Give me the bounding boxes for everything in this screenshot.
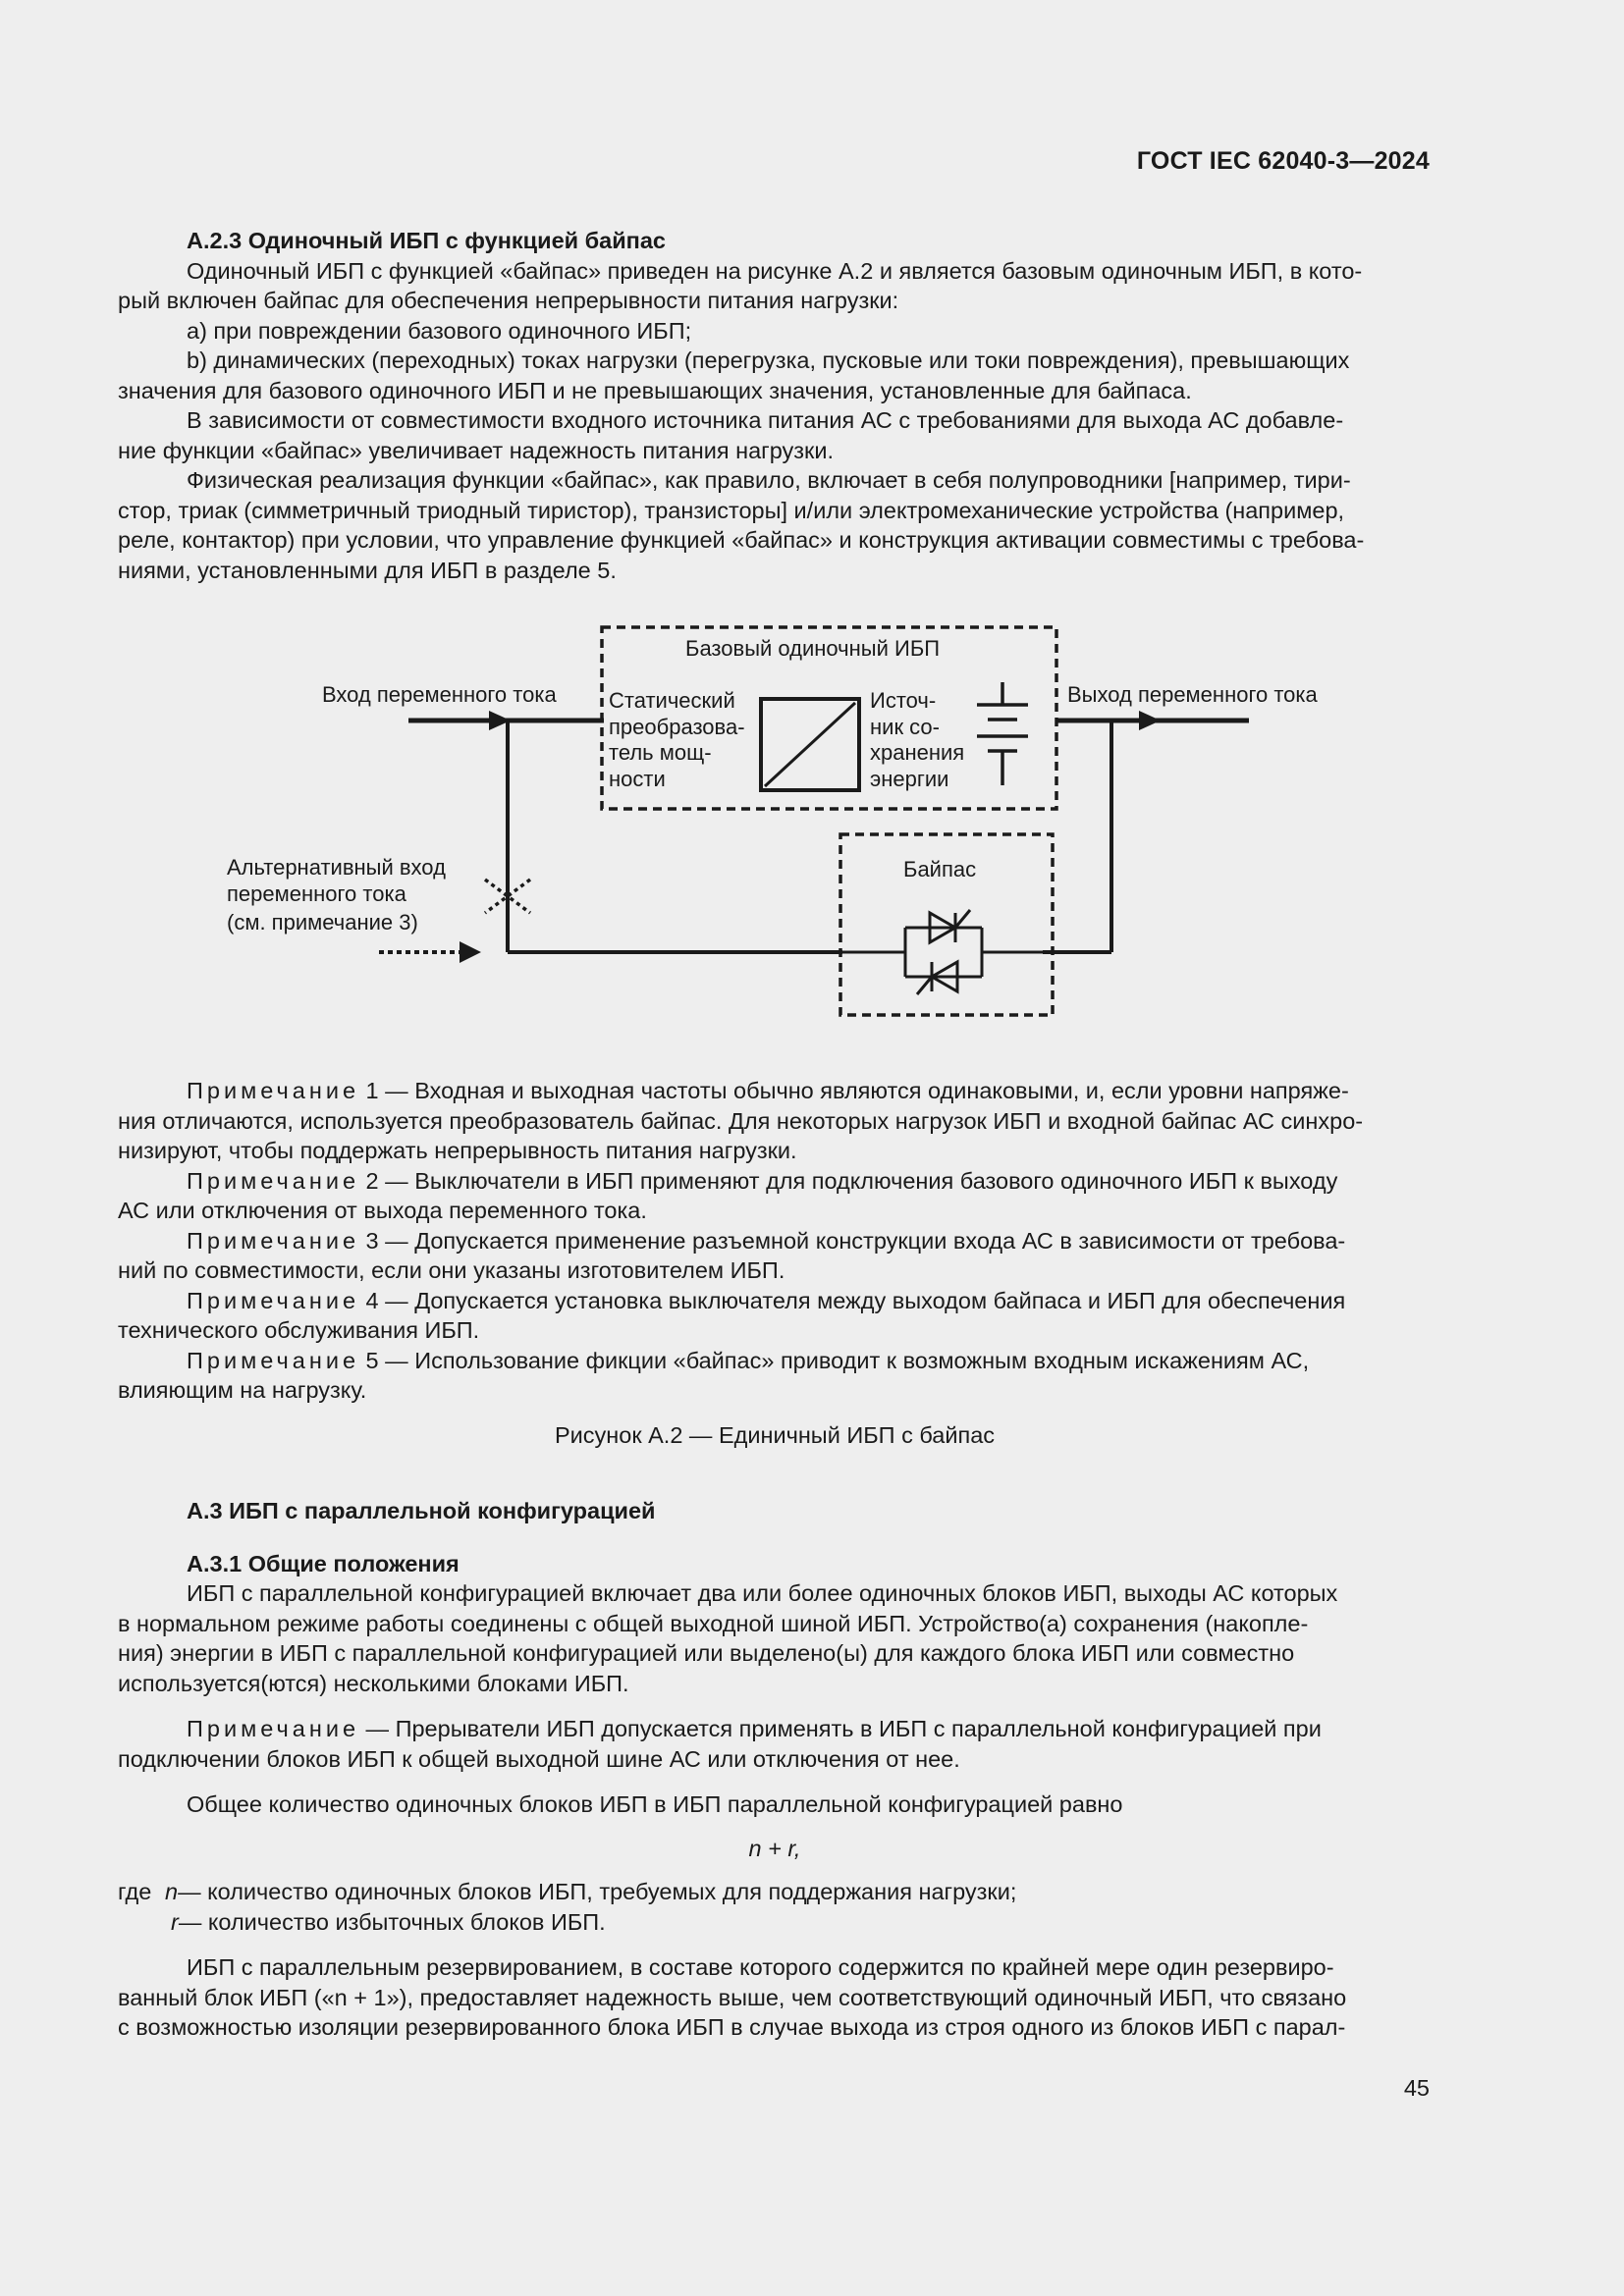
figure-a2-diagram — [0, 0, 1624, 1060]
note-4: Примечание 4 — Допускается установка выключателя между выходом байпаса и ИБП для обеспечения — [187, 1287, 1346, 1313]
paragraph-cont: в нормальном режиме работы соединены с общей выходной шиной ИБП. Устройство(а) сохранения (накопле- — [118, 1610, 1309, 1636]
paragraph: В зависимости от совместимости входного источника питания АС с требованиями для выхода АС добавле- — [187, 407, 1344, 433]
section-a3 — [118, 1496, 1432, 2043]
section-title: А.3 ИБП с параллельной конфигурацией — [187, 1498, 656, 1523]
definition-r: — количество избыточных блоков ИБП. — [178, 1908, 606, 1935]
formula: n + r, — [748, 1835, 801, 1861]
base-ups-label: Базовый одиночный ИБП — [685, 636, 941, 661]
note-2: Примечание 2 — Выключатели в ИБП применяют для подключения базового одиночного ИБП к выходу — [187, 1167, 1338, 1194]
alt-input-arrow-icon — [460, 941, 481, 963]
note-1-cont: ния отличаются, используется преобразователь байпас. Для некоторых нагрузок ИБП и входной байпас АС синхро- — [118, 1107, 1364, 1134]
note: Примечание — Прерыватели ИБП допускается применять в ИБП с параллельной конфигурацией при — [187, 1716, 1322, 1741]
paragraph-cont: рый включен байпас для обеспечения непрерывности питания нагрузки: — [118, 288, 899, 313]
section-title: А.2.3 Одиночный ИБП с функцией байпас — [187, 228, 666, 253]
paragraph-cont: ния) энергии в ИБП с параллельной конфигурацией или выделено(ы) для каждого блока ИБП или совместно — [118, 1640, 1295, 1666]
page-number: 45 — [1403, 2075, 1430, 2101]
paragraph-cont: используется(ются) несколькими блоками ИБП. — [118, 1670, 629, 1696]
note-5: Примечание 5 — Использование фикции «байпас» приводит к возможным входным искажениям АС, — [187, 1347, 1310, 1373]
paragraph: ИБП с параллельной конфигурацией включает два или более одиночных блоков ИБП, выходы АС которых — [187, 1580, 1338, 1606]
note-5-cont: влияющим на нагрузку. — [118, 1377, 367, 1403]
paragraph: Физическая реализация функции «байпас», как правило, включает в себя полупроводники [например, тири- — [187, 467, 1351, 493]
list-item-a: a) при повреждении базового одиночного ИБП; — [187, 317, 692, 344]
note-2-cont: АС или отключения от выхода переменного тока. — [118, 1198, 647, 1223]
output-arrow-icon — [1139, 711, 1161, 730]
note-4-cont: технического обслуживания ИБП. — [118, 1317, 480, 1343]
definition-n: — количество одиночных блоков ИБП, требуемых для поддержания нагрузки; — [178, 1879, 1017, 1904]
paragraph-cont: ниями, установленными для ИБП в разделе 5. — [118, 557, 617, 583]
paragraph-cont: стор, триак (симметричный триодный тиристор), транзисторы] и/или электромеханические устройства (например, — [118, 497, 1345, 523]
paragraph-cont: реле, контактор) при условии, что управление функцией «байпас» и конструкция активации совместимы с требова- — [118, 527, 1365, 553]
where-label: где — [118, 1879, 152, 1904]
battery-icon — [977, 682, 1028, 785]
figure-caption: Рисунок А.2 — Единичный ИБП с байпас — [554, 1422, 996, 1448]
alt-input-label: Альтернативный вход переменного тока (см. примечание 3) — [227, 855, 446, 934]
thyristor-switch-icon — [905, 910, 982, 994]
figure-notes — [118, 1076, 1432, 1406]
paragraph: ИБП с параллельным резервированием, в составе которого содержится по крайней мере один резервиро- — [187, 1954, 1334, 1980]
note-cont: подключении блоков ИБП к общей выходной шине АС или отключения от нее. — [118, 1745, 960, 1772]
symbol-n: n — [165, 1879, 179, 1904]
ac-input-label: Вход переменного тока — [322, 682, 557, 707]
paragraph: Одиночный ИБП с функцией «байпас» приведен на рисунке А.2 и является базовым одиночным ИБП, в кото- — [187, 257, 1363, 284]
symbol-r: r — [171, 1908, 179, 1935]
paragraph: Общее количество одиночных блоков ИБП в ИБП параллельной конфигурацией равно — [187, 1791, 1123, 1817]
paragraph-cont: ванный блок ИБП («n + 1»), предоставляет надежность выше, чем соответствующий одиночный ИБП, что связано — [118, 1984, 1347, 2010]
note-3: Примечание 3 — Допускается применение разъемной конструкции входа АС в зависимости от требова- — [187, 1227, 1346, 1254]
bypass-label: Байпас — [903, 857, 977, 881]
formula-definitions — [118, 1877, 1432, 1937]
note-3-cont: ний по совместимости, если они указаны изготовителем ИБП. — [118, 1257, 785, 1283]
paragraph-cont: с возможностью изоляции резервированного блока ИБП в случае выхода из строя одного из блоков ИБП с парал- — [118, 2014, 1346, 2040]
paragraph-cont: ние функции «байпас» увеличивает надежность питания нагрузки. — [118, 437, 834, 463]
note-1-cont: низируют, чтобы поддержать непрерывность питания нагрузки. — [118, 1138, 797, 1163]
document-code: ГОСТ IEC 62040-3—2024 — [1136, 147, 1430, 175]
list-item-b: b) динамических (переходных) токах нагрузки (перегрузка, пусковые или токи повреждения), превышающих — [187, 347, 1350, 373]
ac-output-label: Выход переменного тока — [1067, 682, 1318, 707]
list-item-b-cont: значения для базового одиночного ИБП и не превышающих значения, установленные для байпаса. — [118, 377, 1192, 403]
subsection-title: А.3.1 Общие положения — [187, 1550, 460, 1576]
converter-label: Статический преобразова- тель мощ- ности — [609, 688, 745, 791]
note-1: Примечание 1 — Входная и выходная частоты обычно являются одинаковыми, и, если уровни напряже- — [187, 1078, 1349, 1103]
storage-label: Источ- ник со- хранения энергии — [870, 688, 965, 791]
